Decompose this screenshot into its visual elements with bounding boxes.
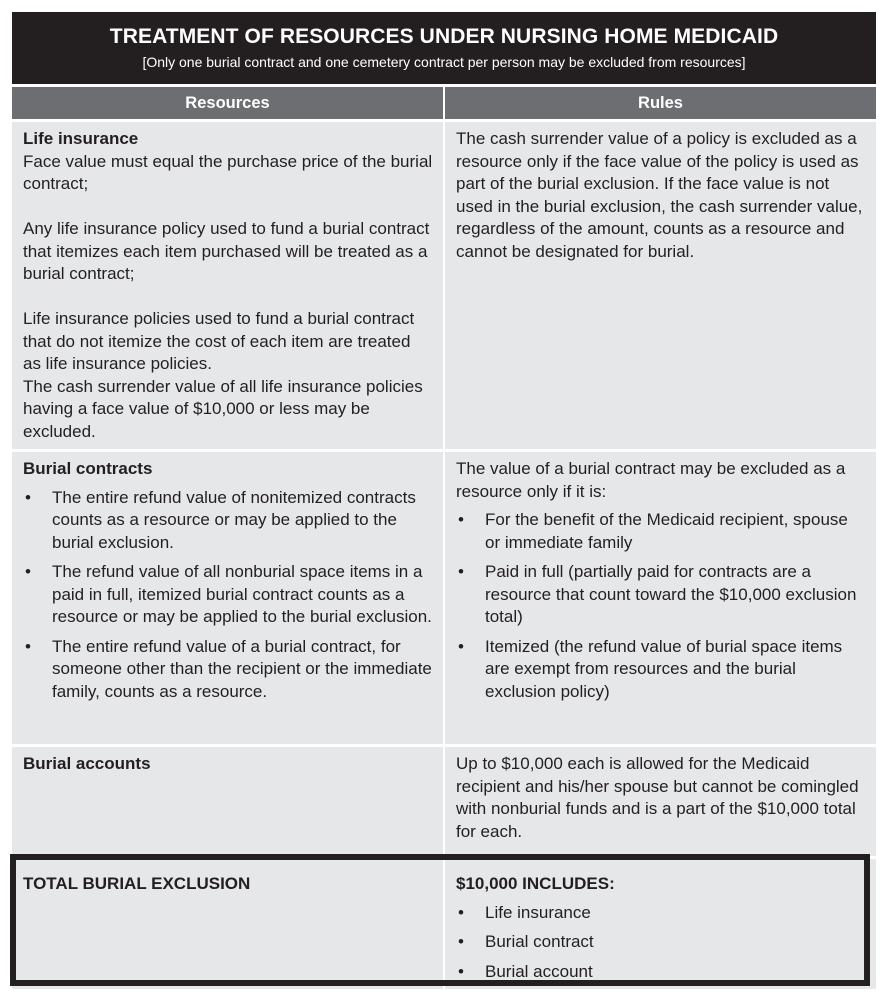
list-item: • Itemized (the refund value of burial space items are exempt from resources and the burial exclusion policy) (456, 636, 866, 704)
column-header-row (12, 86, 876, 121)
total-includes-list (456, 902, 866, 984)
list-item: • The entire refund value of a burial contract, for someone other than the recipient or the immediate family, counts as a resource. (23, 636, 433, 704)
life-insurance-text-4: The cash surrender value of all life insurance policies having a face value of $10,000 or less may be excluded. (23, 376, 423, 441)
row-heading-burial-accounts: Burial accounts (23, 754, 151, 773)
list-item: • Burial contract (456, 931, 866, 954)
page-title: TREATMENT OF RESOURCES UNDER NURSING HOME MEDICAID (109, 25, 779, 48)
list-item: • For the benefit of the Medicaid recipient, spouse or immediate family (456, 509, 866, 554)
table-row-burial-contracts (12, 451, 876, 746)
row-heading-life-insurance: Life insurance (23, 129, 139, 148)
row-heading-burial-contracts: Burial contracts (23, 459, 153, 478)
rule-burial-contracts-intro: The value of a burial contract may be excluded as a resource only if it is: (456, 459, 846, 501)
page-subtitle: [Only one burial contract and one cemetery contract per person may be excluded from resources] (142, 54, 746, 70)
table-row-total-burial-exclusion (12, 858, 876, 990)
cell-resource-total (12, 858, 444, 990)
medicaid-resources-table (12, 12, 876, 989)
cell-rule-burial-accounts (444, 746, 876, 858)
life-insurance-text-3: Life insurance policies used to fund a burial contract that do not itemize the cost of each item are treated as life insurance policies. (23, 309, 415, 373)
rule-burial-accounts: Up to $10,000 each is allowed for the Medicaid recipient and his/her spouse but cannot be comingled with nonburial funds and is a part of the $10,000 total for each. (456, 754, 859, 841)
cell-rule-life-insurance (444, 121, 876, 451)
cell-rule-burial-contracts (444, 451, 876, 746)
column-header-rules: Rules (444, 86, 876, 121)
table-row-life-insurance (12, 121, 876, 451)
life-insurance-text-2: Any life insurance policy used to fund a burial contract that itemizes each item purchased will be treated as a burial contract; (23, 219, 430, 283)
life-insurance-text-1: Face value must equal the purchase price of the burial contract; (23, 151, 433, 193)
burial-contracts-list (23, 487, 433, 704)
cell-resource-burial-contracts (12, 451, 444, 746)
list-item: • The refund value of all nonburial space items in a paid in full, itemized burial contract counts as a resource or may be applied to the burial exclusion. (23, 561, 433, 629)
title-banner (12, 12, 876, 84)
column-header-resources: Resources (12, 86, 444, 121)
list-item: • The entire refund value of nonitemized contracts counts as a resource or may be applied to the burial exclusion. (23, 487, 433, 555)
total-amount-heading: $10,000 INCLUDES: (456, 874, 615, 893)
table-row-burial-accounts (12, 746, 876, 858)
rule-life-insurance: The cash surrender value of a policy is excluded as a resource only if the face value of the policy is used as part of the burial exclusion. If the face value is not used in the burial exclusion, the cash surrender value, regardless of the amount, counts as a resource and cannot be designated for burial. (456, 129, 863, 261)
list-item: • Paid in full (partially paid for contracts are a resource that count toward the $10,000 exclusion total) (456, 561, 866, 629)
cell-rule-total (444, 858, 876, 990)
resources-table (12, 84, 876, 989)
row-heading-total: TOTAL BURIAL EXCLUSION (23, 874, 251, 893)
cell-resource-burial-accounts (12, 746, 444, 858)
cell-resource-life-insurance (12, 121, 444, 451)
list-item: • Life insurance (456, 902, 866, 925)
burial-contracts-rule-list (456, 509, 866, 703)
list-item: • Burial account (456, 961, 866, 984)
